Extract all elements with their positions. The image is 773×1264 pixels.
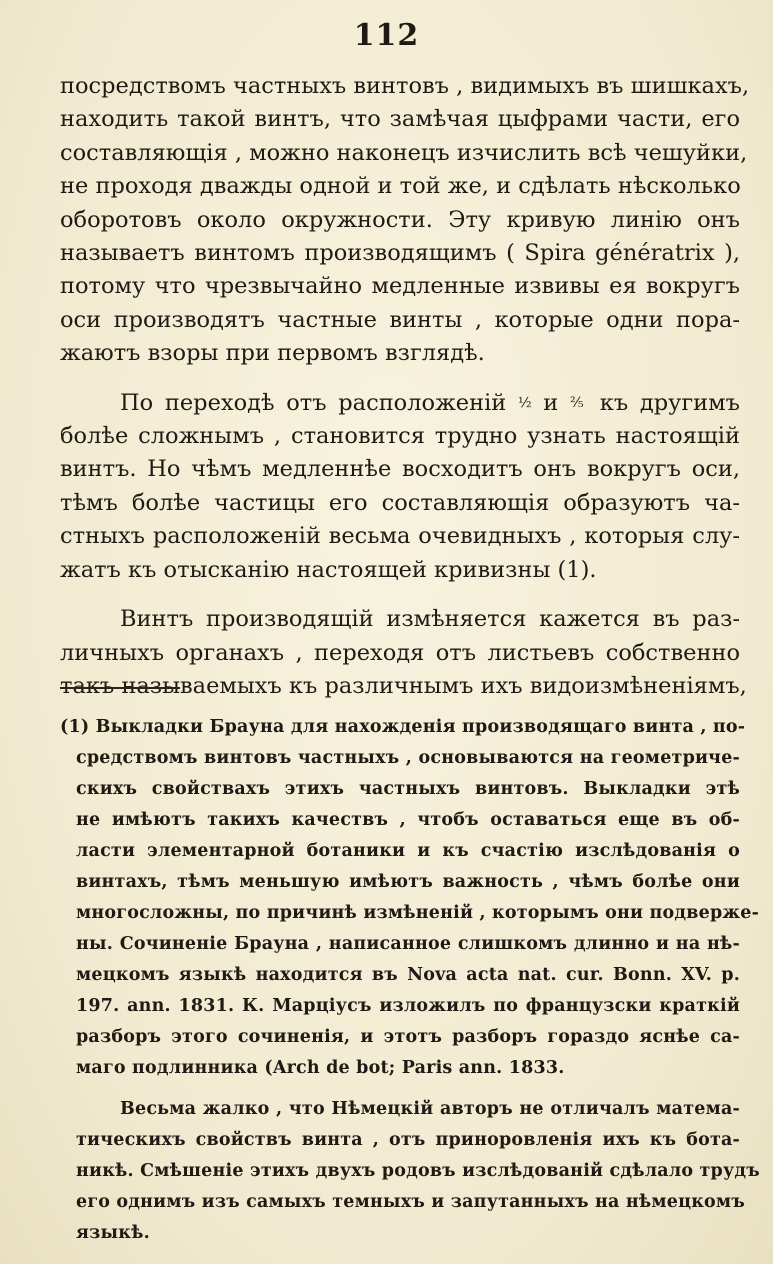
footnote-line: мецкомъ языкѣ находится въ Nova acta nat. cur. Bonn. XV. p. [76,965,740,985]
paragraph-2 [60,387,740,587]
footnote-line: 197. ann. 1831. К. Марціусъ изложилъ по французски краткій [76,996,740,1016]
footnote-line: его однимъ изъ самыхъ темныхъ и запутанныхъ на нѣмецкомъ [76,1192,745,1212]
text-fragment: къ другимъ [599,389,740,416]
text-line: такъ называемыхъ къ различнымъ ихъ видоизмѣненіямъ, [60,672,747,699]
paragraph-1 [60,70,750,371]
fraction-one-half: ½ [517,394,532,411]
footnote-line: ласти элементарной ботаники и къ счастію изслѣдованія о [76,841,740,861]
footnotes [60,712,760,1249]
text-line: потому что чрезвычайно медленные извивы ея вокругъ [60,273,740,300]
footnote-line: никѣ. Смѣшеніе этихъ двухъ родовъ изслѣдованій сдѣлало трудъ [76,1161,760,1181]
text-line: болѣе сложнымъ , становится трудно узнать настоящій [60,423,740,450]
text-line: оси производятъ частные винты , которые одни пора- [60,306,740,333]
main-text [60,70,750,703]
footnote-line: ны. Сочиненіе Брауна , написанное слишкомъ длинно и на нѣ- [76,934,740,954]
text-line-with-fractions [60,387,740,420]
text-fragment: и [543,389,559,416]
text-line: тѣмъ болѣе частицы его составляющія образуютъ ча- [60,489,740,516]
text-line: находить такой винтъ, что замѣчая цыфрами части, его [60,106,740,133]
text-line: винтъ. Но чѣмъ медленнѣе восходитъ онъ вокругъ оси, [60,456,740,483]
footnote-line: (1) Выкладки Брауна для нахожденія производящаго винта , по- [60,717,746,737]
footnote-line: тическихъ свойствъ винта , отъ приноровленія ихъ къ бота- [76,1130,740,1150]
footnote-line: винтахъ, тѣмъ меньшую имѣютъ важность , чѣмъ болѣе они [76,872,740,892]
footnote-line: маго подлинника (Arch de bot; Paris ann. 1833. [76,1058,565,1078]
footnote-line: Весьма жалко , что Нѣмецкій авторъ не отличалъ матема- [120,1099,740,1119]
text-fragment: По переходѣ отъ расположеній [120,389,507,416]
footnote-line: языкѣ. [76,1223,150,1243]
text-line: жаютъ взоры при первомъ взглядѣ. [60,340,485,367]
text-line: Винтъ производящій измѣняется кажется въ раз- [120,606,740,633]
text-line: составляющія , можно наконецъ изчислить всѣ чешуйки, [60,139,748,166]
footnote-2 [60,1094,760,1249]
text-line: называетъ винтомъ производящимъ ( Spira génératrix ), [60,240,740,267]
fraction-two-fifths: ⅖ [569,394,589,411]
text-line: посредствомъ частныхъ винтовъ , видимыхъ въ шишкахъ, [60,73,750,99]
text-line: оборотовъ около окружности. Эту кривую линію онъ [60,206,740,233]
footnote-line: разборъ этого сочиненія, и этотъ разборъ гораздо яснѣе са- [76,1027,740,1047]
footnote-1 [60,712,760,1084]
text-line: стныхъ расположеній весьма очевидныхъ , которыя слу- [60,523,740,550]
footnote-line: скихъ свойствахъ этихъ частныхъ винтовъ. Выкладки этѣ [76,779,740,799]
footnote-line: не имѣютъ такихъ качествъ , чтобъ оставаться еще въ об- [76,810,740,830]
text-line: жатъ къ отысканію настоящей кривизны (1). [60,556,597,583]
text-line: личныхъ органахъ , переходя отъ листьевъ собственно [60,639,740,666]
footnote-divider [60,687,180,689]
page-number: 112 [353,18,420,53]
footnote-line: средствомъ винтовъ частныхъ , основываются на геометриче- [76,748,740,768]
footnote-line: многосложны, по причинѣ измѣненій , которымъ они подверже- [76,903,760,923]
text-line: не проходя дважды одной и той же, и сдѣлать нѣсколько [60,173,741,200]
